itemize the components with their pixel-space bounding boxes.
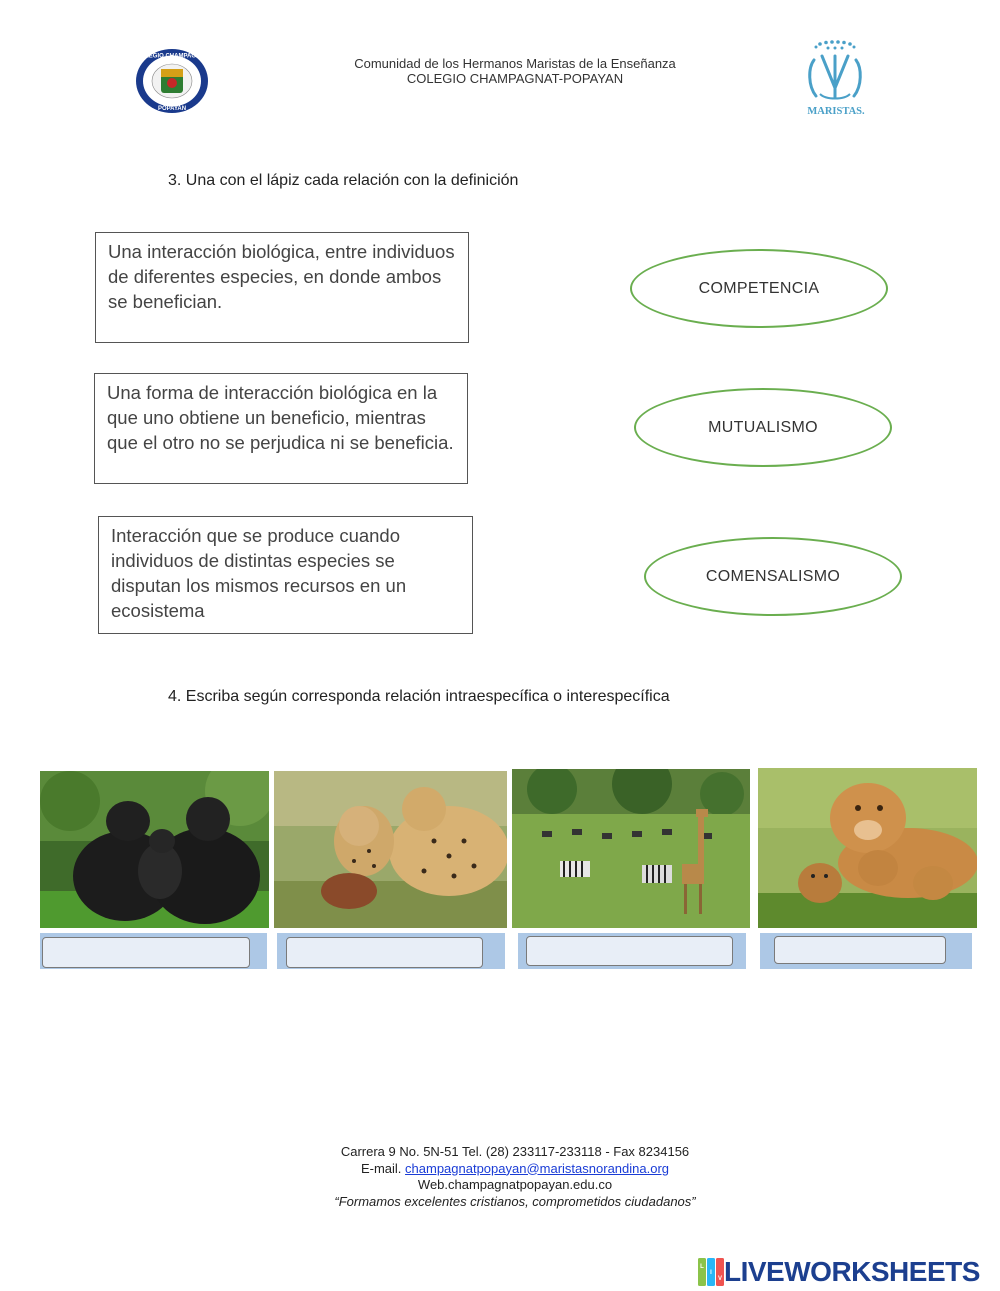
option-competencia-label: COMPETENCIA (698, 279, 820, 297)
definition-box-2 (94, 373, 468, 484)
definition-box-1 (95, 232, 469, 343)
liveworksheets-logo-icon (698, 1258, 724, 1286)
answer-input-2[interactable] (286, 937, 483, 968)
maristas-logo-text: MARISTAS. (807, 106, 865, 117)
answer-strip-3 (518, 933, 746, 969)
option-competencia[interactable] (630, 249, 888, 328)
definition-text-1: Una interacción biológica, entre individuos de diferentes especies, en donde ambos se benefician. (108, 241, 455, 312)
definition-box-3 (98, 516, 473, 634)
school-footer (250, 1144, 780, 1210)
svg-text:POPAYAN: POPAYAN (157, 106, 187, 112)
answer-input-1[interactable] (42, 937, 250, 968)
question-3-label: 3. Una con el lápiz cada relación con la definición (168, 172, 519, 189)
answer-strip-2 (277, 933, 505, 969)
answer-input-3[interactable] (526, 936, 733, 966)
footer-email-line (250, 1161, 780, 1178)
svg-text:I: I (710, 1270, 712, 1276)
liveworksheets-wordmark: LIVEWORKSHEETS (724, 1256, 980, 1287)
definition-text-2: Una forma de interacción biológica en la que uno obtiene un beneficio, mientras que el otro no se perjudica ni se beneficia. (107, 382, 454, 453)
option-mutualismo-label: MUTUALISMO (708, 418, 818, 436)
school-header (300, 56, 730, 86)
svg-text:COLEGIO CHAMPAGNAT: COLEGIO CHAMPAGNAT (136, 53, 208, 60)
maristas-logo (790, 38, 882, 118)
footer-web: Web.champagnatpopayan.edu.co (417, 1177, 613, 1192)
cheetahs-photo (274, 771, 507, 928)
footer-email-link[interactable]: champagnatpopayan@maristasnorandina.org (405, 1160, 670, 1176)
definition-text-3: Interacción que se produce cuando individuos de distintas especies se disputan los mismos recursos en un ecosistema (111, 525, 407, 621)
footer-motto: “Formamos excelentes cristianos, comprometidos ciudadanos” (334, 1193, 696, 1209)
answer-input-4[interactable] (774, 936, 946, 964)
option-mutualismo[interactable] (634, 388, 892, 467)
lioness-cubs-photo (758, 768, 977, 928)
zebras-giraffes-photo (512, 769, 750, 928)
answer-strip-4 (760, 933, 972, 969)
school-seal-logo (134, 47, 210, 115)
community-name: Comunidad de los Hermanos Maristas de la Enseñanza (354, 56, 676, 71)
question-4-label: 4. Escriba según corresponda relación intraespecífica o interespecífica (168, 688, 670, 705)
option-comensalismo-label: COMENSALISMO (705, 567, 841, 585)
footer-address: Carrera 9 No. 5N-51 Tel. (28) 233117-233118 - Fax 8234156 (340, 1144, 690, 1159)
school-name: COLEGIO CHAMPAGNAT-POPAYAN (406, 71, 624, 86)
liveworksheets-brand[interactable] (698, 1256, 980, 1288)
footer-email-label: E-mail. (360, 1160, 406, 1176)
svg-text:V: V (717, 1276, 723, 1282)
option-comensalismo[interactable] (644, 537, 902, 616)
svg-text:L: L (700, 1264, 704, 1270)
answer-strip-1 (40, 933, 267, 969)
gorillas-photo (40, 771, 269, 928)
